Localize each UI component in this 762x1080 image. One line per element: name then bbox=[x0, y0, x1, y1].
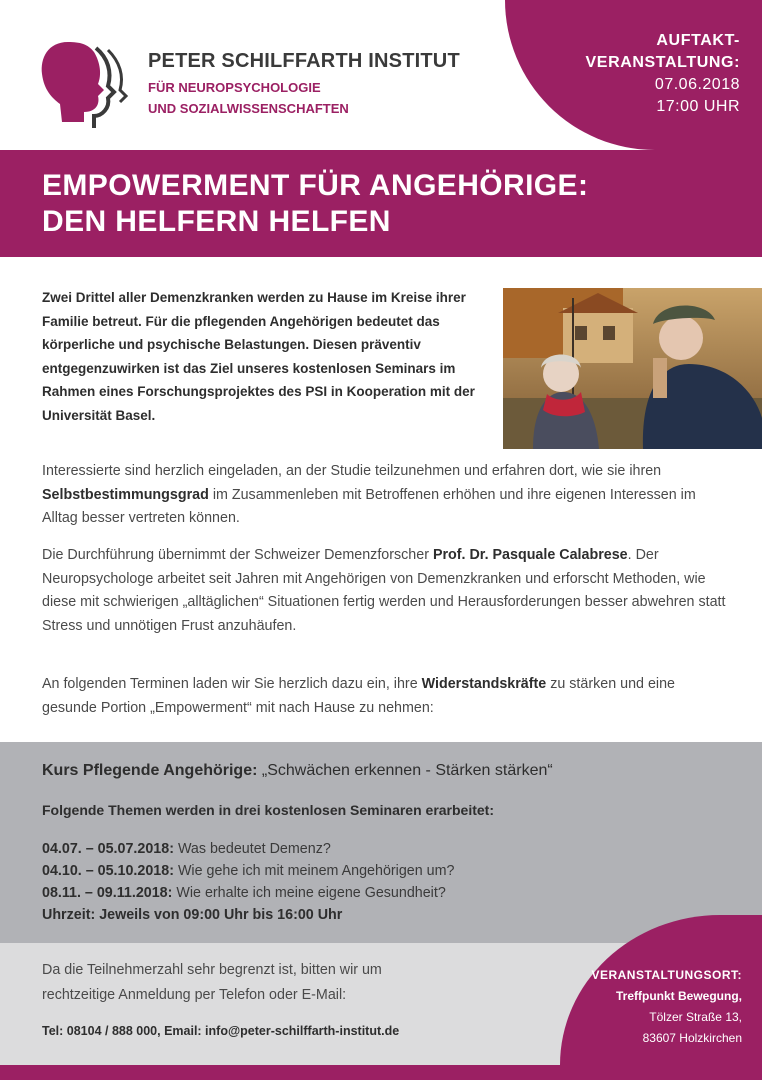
para2-text-b: . Der Neuropsychologe arbeitet seit Jahren mit Angehörigen von Demenzkranken und erforscht Methoden, wie diese mit schwierigen „alltäglichen“ Situationen fertig werden und Herausforderungen besser abwehren statt Stress und unnötigen Frust anzuhäufen. bbox=[42, 547, 726, 634]
institute-sub-line-1: FÜR NEUROPSYCHOLOGIE bbox=[148, 80, 321, 95]
session-list bbox=[42, 838, 455, 926]
session-topic: Wie gehe ich mit meinem Angehörigen um? bbox=[173, 863, 455, 879]
session-date: 04.10. – 05.10.2018: bbox=[42, 863, 174, 879]
session-time: Uhrzeit: Jeweils von 09:00 Uhr bis 16:00 Uhr bbox=[42, 907, 343, 923]
para1-text-a: Interessierte sind herzlich eingeladen, an der Studie teilzunehmen und erfahren dort, wie sie ihren bbox=[42, 463, 662, 479]
para1-text-b: im Zusammenleben mit Betroffenen erhöhen und ihre eigenen Interessen im Alltag besser vertreten können. bbox=[42, 486, 696, 526]
institute-name: PETER SCHILFFARTH INSTITUT bbox=[148, 50, 460, 72]
bottom-bar bbox=[0, 1065, 762, 1080]
para2-emphasis: Prof. Dr. Pasquale Calabrese bbox=[432, 547, 628, 563]
registration-line-1: Da die Teilnehmerzahl sehr begrenzt ist, bitten wir um bbox=[42, 962, 382, 978]
intro-text: Zwei Drittel aller Demenzkranken werden zu Hause im Kreise ihrer Familie betreut. Für die pflegenden Angehörigen bedeutet das körperliche und psychische Belastungen. Diesen präventiv entgegenzuwirken ist das Ziel unseres kostenlosen Seminars im Rahmen eines Forschungsprojektes des PSI in Kooperation mit der Universität Basel. bbox=[42, 290, 475, 423]
para3-text-b: zu stärken und eine gesunde Portion „Empowerment“ mit nach Hause zu nehmen: bbox=[42, 676, 675, 716]
institute-logo-icon bbox=[38, 38, 130, 130]
event-label-1: AUFTAKT- bbox=[656, 32, 740, 49]
event-date: 07.06.2018 bbox=[654, 76, 740, 93]
themes-heading: Folgende Themen werden in drei kostenlosen Seminaren erarbeitet: bbox=[42, 802, 494, 818]
session-item bbox=[42, 882, 455, 904]
title-line-2: DEN HELFERN HELFEN bbox=[42, 205, 391, 238]
page-title bbox=[42, 168, 588, 240]
contact-info: Tel: 08104 / 888 000, Email: info@peter-schilffarth-institut.de bbox=[42, 1024, 400, 1038]
session-topic: Was bedeutet Demenz? bbox=[173, 841, 331, 857]
paragraph-researcher bbox=[42, 544, 732, 638]
registration-text bbox=[42, 958, 382, 1008]
para1-emphasis: Selbstbestimmungsgrad bbox=[42, 486, 209, 503]
title-line-1: EMPOWERMENT FÜR ANGEHÖRIGE: bbox=[42, 169, 589, 202]
session-item bbox=[42, 860, 455, 882]
event-label-2: VERANSTALTUNG: bbox=[585, 54, 740, 71]
session-topic: Wie erhalte ich meine eigene Gesundheit? bbox=[172, 885, 446, 901]
para2-text-a: Die Durchführung übernimmt der Schweizer Demenzforscher bbox=[42, 547, 433, 563]
institute-block bbox=[148, 50, 460, 119]
venue-info bbox=[591, 965, 742, 1049]
venue-city: 83607 Holzkirchen bbox=[642, 1031, 742, 1045]
session-item bbox=[42, 838, 455, 860]
event-time: 17:00 UHR bbox=[656, 98, 740, 115]
institute-subtitle bbox=[148, 77, 460, 119]
institute-sub-line-2: UND SOZIALWISSENSCHAFTEN bbox=[148, 101, 349, 116]
registration-line-2: rechtzeitige Anmeldung per Telefon oder E-Mail: bbox=[42, 987, 347, 1003]
venue-name: Treffpunkt Bewegung, bbox=[616, 989, 742, 1003]
paragraph-participation bbox=[42, 460, 732, 531]
venue-label: VERANSTALTUNGSORT: bbox=[591, 968, 742, 982]
course-motto: „Schwächen erkennen - Stärken stärken“ bbox=[257, 762, 553, 779]
session-date: 04.07. – 05.07.2018: bbox=[42, 841, 174, 857]
course-label: Kurs Pflegende Angehörige: bbox=[42, 762, 258, 779]
session-date: 08.11. – 09.11.2018: bbox=[42, 885, 173, 901]
para3-emphasis: Widerstandskräfte bbox=[421, 676, 547, 692]
course-title bbox=[42, 762, 553, 780]
venue-street: Tölzer Straße 13, bbox=[649, 1010, 742, 1024]
para3-text-a: An folgenden Terminen laden wir Sie herzlich dazu ein, ihre bbox=[42, 676, 422, 692]
event-info bbox=[586, 30, 740, 118]
paragraph-invitation bbox=[42, 673, 732, 720]
elderly-couple-photo bbox=[503, 288, 762, 449]
